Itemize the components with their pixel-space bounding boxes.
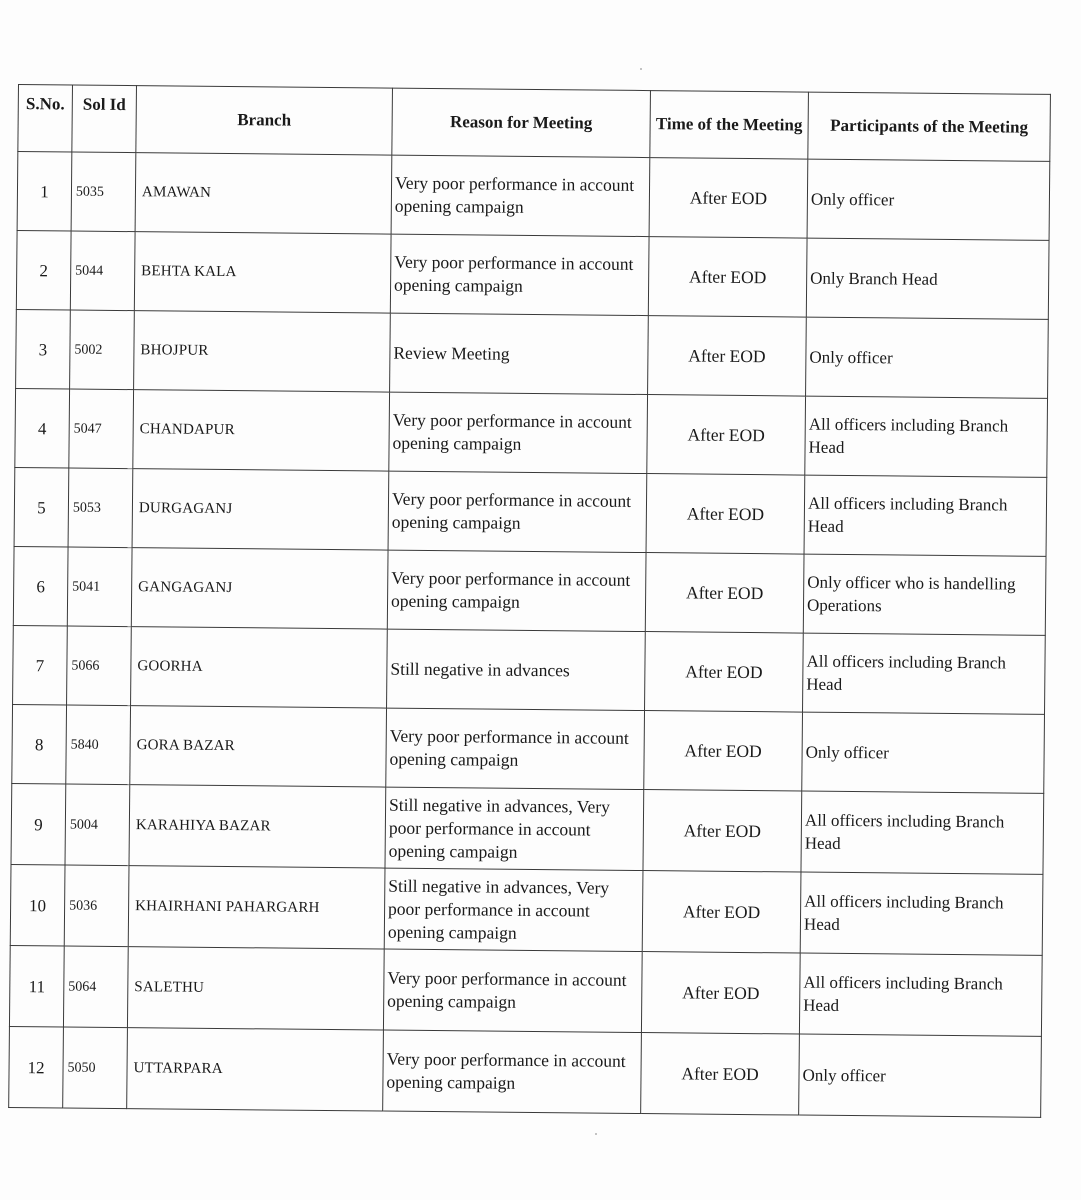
sol-id-cell: 5004: [65, 784, 130, 866]
header-branch: Branch: [136, 86, 393, 155]
branch-cell: AMAWAN: [135, 153, 392, 234]
time-cell: After EOD: [641, 1033, 800, 1116]
sno-cell: 5: [14, 467, 69, 547]
paper-speck: [595, 1133, 597, 1135]
participants-cell: Only officer: [802, 712, 1045, 793]
sno-cell: 7: [13, 625, 68, 705]
table-header-row: [18, 85, 1051, 162]
sol-id-cell: 5066: [67, 626, 132, 706]
table-row: [17, 152, 1050, 241]
sno-cell: 8: [12, 704, 67, 784]
table-body: [9, 152, 1050, 1118]
participants-cell: All officers including Branch Head: [805, 396, 1048, 477]
sno-cell: 9: [11, 783, 66, 865]
sol-id-cell: 5035: [71, 152, 136, 232]
table-row: [9, 945, 1042, 1036]
table-row: [11, 783, 1044, 874]
paper-speck: [640, 68, 642, 70]
reason-cell: Very poor performance in account opening campaign: [388, 471, 647, 552]
header-participants: Participants of the Meeting: [808, 92, 1051, 161]
sol-id-cell: 5041: [67, 547, 132, 627]
header-sno: S.No.: [18, 85, 73, 153]
header-reason: Reason for Meeting: [392, 88, 651, 157]
participants-cell: Only Branch Head: [806, 238, 1049, 319]
table-row: [16, 309, 1049, 398]
table-row: [13, 625, 1046, 714]
sno-cell: 4: [15, 388, 70, 468]
sno-cell: 10: [10, 864, 65, 946]
branch-cell: GANGAGANJ: [131, 548, 388, 629]
time-cell: After EOD: [643, 790, 802, 873]
sol-id-cell: 5002: [70, 310, 135, 390]
time-cell: After EOD: [648, 316, 807, 397]
sol-id-cell: 5050: [63, 1027, 128, 1109]
branch-cell: UTTARPARA: [127, 1028, 384, 1111]
participants-cell: All officers including Branch Head: [804, 475, 1047, 556]
time-cell: After EOD: [645, 632, 804, 713]
sol-id-cell: 5044: [70, 231, 135, 311]
sno-cell: 6: [13, 546, 68, 626]
sol-id-cell: 5036: [64, 865, 129, 947]
branch-cell: BHOJPUR: [134, 311, 391, 392]
reason-cell: Very poor performance in account opening campaign: [387, 550, 646, 631]
table-row: [9, 1026, 1042, 1117]
time-cell: After EOD: [644, 711, 803, 792]
reason-cell: Still negative in advances: [387, 629, 646, 710]
sno-cell: 1: [17, 152, 72, 232]
sno-cell: 3: [16, 309, 71, 389]
reason-cell: Very poor performance in account opening campaign: [390, 234, 649, 315]
participants-cell: All officers including Branch Head: [799, 953, 1042, 1036]
participants-cell: Only officer who is handelling Operations: [803, 554, 1046, 635]
reason-cell: Very poor performance in account opening campaign: [383, 1030, 642, 1113]
time-cell: After EOD: [646, 474, 805, 555]
branch-cell: GOORHA: [131, 627, 388, 708]
reason-cell: Very poor performance in account opening campaign: [389, 392, 648, 473]
participants-cell: All officers including Branch Head: [800, 872, 1043, 955]
time-cell: After EOD: [645, 553, 804, 634]
participants-cell: All officers including Branch Head: [803, 633, 1046, 714]
reason-cell: Still negative in advances, Very poor performance in account opening campaign: [385, 787, 644, 870]
branch-cell: GORA BAZAR: [130, 706, 387, 787]
sol-id-cell: 5053: [68, 468, 133, 548]
reason-cell: Review Meeting: [390, 313, 649, 394]
reason-cell: Very poor performance in account opening campaign: [391, 155, 650, 236]
table-row: [10, 864, 1043, 955]
table-row: [16, 230, 1049, 319]
time-cell: After EOD: [649, 158, 808, 239]
table-row: [14, 467, 1047, 556]
header-sol-id: Sol Id: [72, 85, 137, 153]
sol-id-cell: 5047: [69, 389, 134, 469]
branch-cell: KHAIRHANI PAHARGARH: [128, 866, 385, 949]
sol-id-cell: 5840: [66, 705, 131, 785]
branch-cell: DURGAGANJ: [132, 469, 389, 550]
table-row: [13, 546, 1046, 635]
participants-cell: Only officer: [806, 317, 1049, 398]
branch-cell: BEHTA KALA: [134, 232, 391, 313]
table-row: [12, 704, 1045, 793]
sno-cell: 2: [16, 230, 71, 310]
sol-id-cell: 5064: [63, 946, 128, 1028]
branch-cell: SALETHU: [127, 947, 384, 1030]
branch-cell: CHANDAPUR: [133, 390, 390, 471]
reason-cell: Very poor performance in account opening campaign: [386, 708, 645, 789]
time-cell: After EOD: [647, 395, 806, 476]
sno-cell: 12: [9, 1026, 64, 1108]
time-cell: After EOD: [641, 952, 800, 1035]
time-cell: After EOD: [648, 237, 807, 318]
reason-cell: Very poor performance in account opening campaign: [383, 949, 642, 1032]
sno-cell: 11: [9, 945, 64, 1027]
participants-cell: All officers including Branch Head: [801, 791, 1044, 874]
participants-cell: Only officer: [799, 1034, 1042, 1117]
meeting-schedule-table: [8, 84, 1051, 1118]
participants-cell: Only officer: [807, 159, 1050, 240]
reason-cell: Still negative in advances, Very poor performance in account opening campaign: [384, 868, 643, 951]
meeting-schedule-table-wrapper: [8, 84, 1050, 1118]
table-row: [15, 388, 1048, 477]
time-cell: After EOD: [642, 871, 801, 954]
branch-cell: KARAHIYA BAZAR: [129, 785, 386, 868]
header-time: Time of the Meeting: [650, 91, 809, 160]
